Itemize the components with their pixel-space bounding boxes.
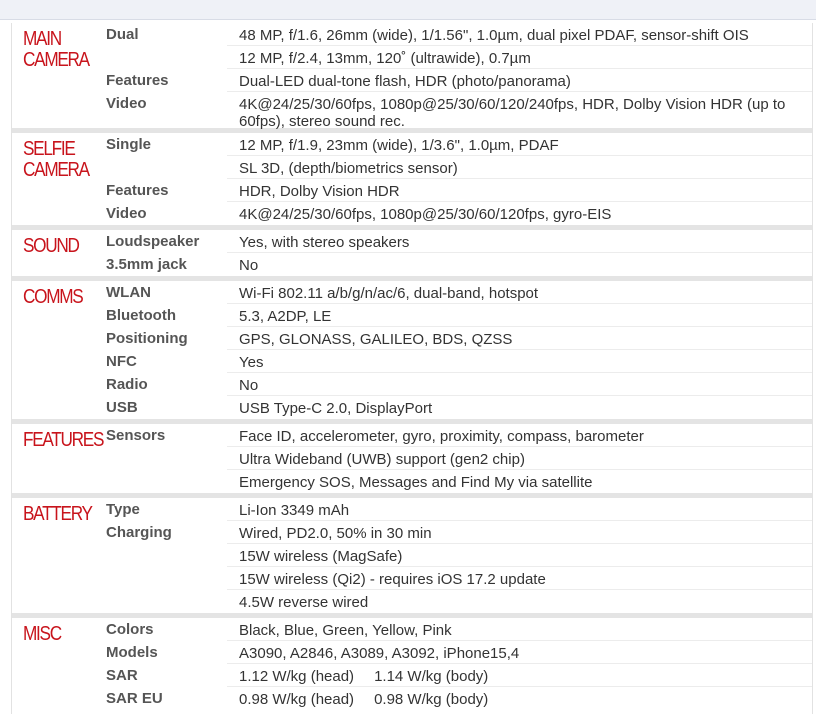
spec-value: No [239, 257, 259, 274]
spec-row [12, 664, 812, 687]
spec-value: 48 MP, f/1.6, 26mm (wide), 1/1.56", 1.0µm, dual pixel PDAF, sensor-shift OIS [227, 23, 812, 46]
spec-value: 12 MP, f/1.9, 23mm (wide), 1/3.6", 1.0µm, PDAF [227, 133, 812, 156]
spec-row [12, 23, 812, 46]
section-title-line: CAMERA [23, 49, 89, 71]
spec-value: SL 3D, (depth/biometrics sensor) [227, 156, 812, 179]
spec-row [12, 470, 812, 493]
spec-value: USB Type-C 2.0, DisplayPort [239, 400, 433, 417]
spec-label[interactable]: Type [106, 501, 140, 518]
browser-top-bar [0, 0, 816, 20]
spec-row [12, 69, 812, 92]
spec-value: Wired, PD2.0, 50% in 30 min [227, 521, 812, 544]
spec-row [12, 202, 812, 225]
spec-row [12, 521, 812, 544]
spec-label[interactable]: NFC [106, 353, 137, 370]
spec-label[interactable]: Positioning [106, 330, 188, 347]
section-title-line: COMMS [23, 286, 83, 308]
spec-label[interactable]: 3.5mm jack [106, 256, 187, 273]
spec-row [12, 373, 812, 396]
spec-row [12, 281, 812, 304]
spec-value: HDR, Dolby Vision HDR [227, 179, 812, 202]
spec-label[interactable]: Video [106, 205, 147, 222]
spec-row [12, 567, 812, 590]
spec-row [12, 253, 812, 276]
section-title-line: FEATURES [23, 429, 104, 451]
spec-value: GPS, GLONASS, GALILEO, BDS, QZSS [227, 327, 812, 350]
spec-row [12, 230, 812, 253]
spec-value: Black, Blue, Green, Yellow, Pink [227, 618, 812, 641]
spec-value: Face ID, accelerometer, gyro, proximity, compass, barometer [227, 424, 812, 447]
spec-value: Yes, with stereo speakers [227, 230, 812, 253]
sar-head-value: 1.12 W/kg (head) [239, 668, 355, 685]
spec-row [12, 641, 812, 664]
spec-value: Li-Ion 3349 mAh [227, 498, 812, 521]
spec-section-main-camera [12, 23, 812, 133]
section-title-line: BATTERY [23, 503, 92, 525]
spec-value: 5.3, A2DP, LE [227, 304, 812, 327]
spec-row [12, 156, 812, 179]
spec-value [227, 664, 812, 687]
spec-value [227, 687, 812, 710]
spec-label[interactable]: Radio [106, 376, 148, 393]
spec-row [12, 498, 812, 521]
section-title-line: SELFIE [23, 138, 75, 160]
spec-label[interactable]: SAR EU [106, 690, 163, 707]
spec-row [12, 350, 812, 373]
spec-label[interactable]: Models [106, 644, 158, 661]
spec-value: 4K@24/25/30/60fps, 1080p@25/30/60/120fps, gyro-EIS [239, 206, 612, 223]
spec-row [12, 544, 812, 567]
section-title-line: CAMERA [23, 159, 89, 181]
spec-row [12, 46, 812, 69]
spec-row [12, 133, 812, 156]
section-title-line: MISC [23, 623, 61, 645]
spec-value: Wi-Fi 802.11 a/b/g/n/ac/6, dual-band, hotspot [227, 281, 812, 304]
spec-row [12, 92, 812, 128]
spec-value: 15W wireless (MagSafe) [227, 544, 812, 567]
spec-value: Ultra Wideband (UWB) support (gen2 chip) [227, 447, 812, 470]
spec-label[interactable]: Bluetooth [106, 307, 176, 324]
spec-label[interactable]: SAR [106, 667, 138, 684]
page-left-margin [0, 20, 11, 714]
spec-section-misc [12, 618, 812, 710]
spec-label[interactable]: Single [106, 136, 152, 153]
spec-value: 4.5W reverse wired [239, 594, 369, 611]
spec-section-comms [12, 281, 812, 424]
spec-label[interactable]: Features [106, 72, 169, 89]
spec-row [12, 447, 812, 470]
spec-label[interactable]: Features [106, 182, 169, 199]
spec-value: 4K@24/25/30/60fps, 1080p@25/30/60/120/240fps, HDR, Dolby Vision HDR (up to 60fps), stereo sound rec. [239, 96, 786, 130]
spec-label[interactable]: Charging [106, 524, 172, 541]
spec-row [12, 304, 812, 327]
spec-value: 12 MP, f/2.4, 13mm, 120˚ (ultrawide), 0.7µm [227, 46, 812, 69]
spec-label[interactable]: WLAN [106, 284, 151, 301]
spec-label[interactable]: Dual [106, 26, 139, 43]
spec-row [12, 687, 812, 710]
spec-row [12, 590, 812, 613]
spec-value: Emergency SOS, Messages and Find My via satellite [239, 474, 593, 491]
spec-label[interactable]: USB [106, 399, 138, 416]
spec-section-battery [12, 498, 812, 618]
sar-eu-body-value: 0.98 W/kg (body) [374, 691, 489, 708]
spec-row [12, 179, 812, 202]
section-title-line: SOUND [23, 235, 79, 257]
spec-section-sound [12, 230, 812, 281]
sar-eu-head-value: 0.98 W/kg (head) [239, 691, 355, 708]
spec-label[interactable]: Colors [106, 621, 154, 638]
spec-row [12, 424, 812, 447]
spec-section-features [12, 424, 812, 498]
spec-value: No [227, 373, 812, 396]
specs-sheet [11, 23, 813, 714]
section-title-line: MAIN [23, 28, 61, 50]
spec-label[interactable]: Loudspeaker [106, 233, 200, 250]
spec-label[interactable]: Sensors [106, 427, 166, 444]
spec-value: Dual-LED dual-tone flash, HDR (photo/panorama) [227, 69, 812, 92]
spec-row [12, 618, 812, 641]
spec-label[interactable]: Video [106, 95, 147, 112]
spec-value: Yes [227, 350, 812, 373]
spec-section-selfie-camera [12, 133, 812, 230]
spec-row [12, 396, 812, 419]
spec-value: 15W wireless (Qi2) - requires iOS 17.2 update [227, 567, 812, 590]
spec-value: A3090, A2846, A3089, A3092, iPhone15,4 [227, 641, 812, 664]
spec-row [12, 327, 812, 350]
sar-body-value: 1.14 W/kg (body) [374, 668, 489, 685]
